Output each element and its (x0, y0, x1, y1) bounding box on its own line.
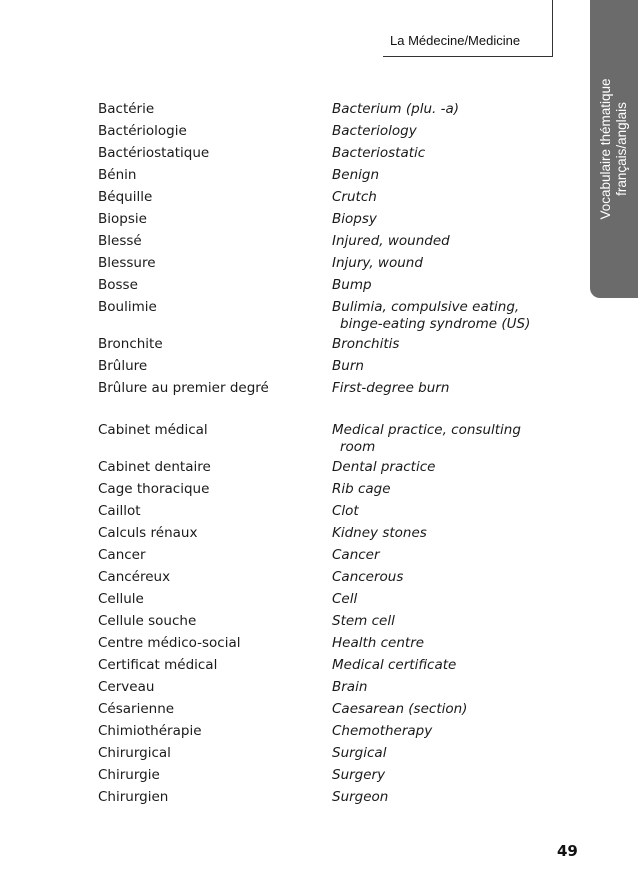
vocab-entry (98, 298, 538, 335)
english-term (332, 421, 538, 458)
vocab-entry (98, 678, 538, 700)
vocab-entry (98, 546, 538, 568)
vocab-entry (98, 210, 538, 232)
english-term: Bronchitis (332, 336, 400, 352)
section-side-tab (590, 0, 638, 298)
vocab-entry (98, 656, 538, 678)
french-term: Cerveau (98, 679, 155, 695)
french-term: Bactériologie (98, 123, 187, 139)
vocab-entry (98, 254, 538, 276)
english-term: Cancer (332, 547, 380, 563)
french-term: Bosse (98, 277, 138, 293)
french-term: Blessure (98, 255, 156, 271)
running-header-title: La Médecine/Medicine (390, 33, 521, 48)
vocab-entry (98, 122, 538, 144)
vocab-entry (98, 612, 538, 634)
french-term: Centre médico-social (98, 635, 241, 651)
english-term-line-1: Bulimia, compulsive eating, (332, 299, 520, 315)
english-term: Benign (332, 167, 379, 183)
english-term: First-degree burn (332, 380, 450, 396)
french-term: Cellule (98, 591, 144, 607)
english-term-line-1: Medical practice, consulting (332, 422, 521, 438)
vocab-entry (98, 232, 538, 254)
english-term: Bacteriostatic (332, 145, 426, 161)
english-term: Clot (332, 503, 359, 519)
english-term: Crutch (332, 189, 377, 205)
english-term: Bacteriology (332, 123, 417, 139)
french-term: Chirurgical (98, 745, 171, 761)
english-term: Caesarean (section) (332, 701, 468, 717)
vocab-entry (98, 502, 538, 524)
english-term: Medical certificate (332, 657, 457, 673)
english-term: Kidney stones (332, 525, 427, 541)
french-term: Césarienne (98, 701, 175, 717)
french-term: Chimiothérapie (98, 723, 202, 739)
vocab-entry (98, 421, 538, 458)
vocab-entry (98, 458, 538, 480)
vocab-entry (98, 166, 538, 188)
english-term: Injured, wounded (332, 233, 450, 249)
french-term: Cabinet médical (98, 422, 208, 438)
french-term: Bactériostatique (98, 145, 210, 161)
french-term: Chirurgien (98, 789, 169, 805)
vocabulary-list (98, 100, 538, 810)
french-term: Chirurgie (98, 767, 160, 783)
vocab-entry (98, 357, 538, 379)
vocab-entry (98, 276, 538, 298)
english-term: Burn (332, 358, 364, 374)
vocab-entry (98, 700, 538, 722)
french-term: Calculs rénaux (98, 525, 198, 541)
french-term: Cellule souche (98, 613, 197, 629)
english-term: Bump (332, 277, 372, 293)
french-term: Certificat médical (98, 657, 218, 673)
vocab-entry (98, 524, 538, 546)
french-term: Béquille (98, 189, 153, 205)
english-term: Dental practice (332, 459, 436, 475)
vocab-entry (98, 590, 538, 612)
vocab-entry (98, 788, 538, 810)
vocab-entry (98, 379, 538, 401)
header-divider-horizontal (383, 56, 553, 57)
english-term-line-2: room (340, 439, 376, 455)
english-term: Health centre (332, 635, 425, 651)
french-term: Cancer (98, 547, 146, 563)
english-term: Chemotherapy (332, 723, 433, 739)
header-divider-vertical (552, 0, 553, 57)
english-term: Surgery (332, 767, 386, 783)
french-term: Bronchite (98, 336, 163, 352)
french-term: Cage thoracique (98, 481, 210, 497)
side-tab-line-1: Vocabulaire thématique (598, 78, 613, 220)
english-term-line-2: binge-eating syndrome (US) (340, 316, 531, 332)
page-number: 49 (557, 842, 578, 860)
french-term: Bénin (98, 167, 137, 183)
english-term: Surgical (332, 745, 387, 761)
vocab-entry (98, 744, 538, 766)
vocab-entry (98, 480, 538, 502)
english-term: Cell (332, 591, 358, 607)
english-term: Rib cage (332, 481, 391, 497)
vocab-entry (98, 568, 538, 590)
english-term: Brain (332, 679, 368, 695)
french-term: Cabinet dentaire (98, 459, 211, 475)
vocab-entry (98, 144, 538, 166)
english-term: Bacterium (plu. -a) (332, 101, 459, 117)
vocab-entry (98, 188, 538, 210)
vocab-entry (98, 722, 538, 744)
vocab-entry (98, 100, 538, 122)
vocab-entry (98, 335, 538, 357)
english-term: Cancerous (332, 569, 404, 585)
english-term: Biopsy (332, 211, 377, 227)
side-tab-label (598, 78, 630, 219)
french-term: Brûlure (98, 358, 148, 374)
french-term: Boulimie (98, 299, 157, 315)
vocab-entry (98, 766, 538, 788)
french-term: Bactérie (98, 101, 155, 117)
english-term: Surgeon (332, 789, 389, 805)
french-term: Caillot (98, 503, 141, 519)
french-term: Biopsie (98, 211, 147, 227)
french-term: Brûlure au premier degré (98, 380, 269, 396)
french-term: Cancéreux (98, 569, 171, 585)
english-term: Injury, wound (332, 255, 423, 271)
english-term (332, 298, 538, 335)
vocab-entry (98, 634, 538, 656)
side-tab-line-2: français/anglais (614, 102, 629, 196)
french-term: Blessé (98, 233, 142, 249)
english-term: Stem cell (332, 613, 395, 629)
